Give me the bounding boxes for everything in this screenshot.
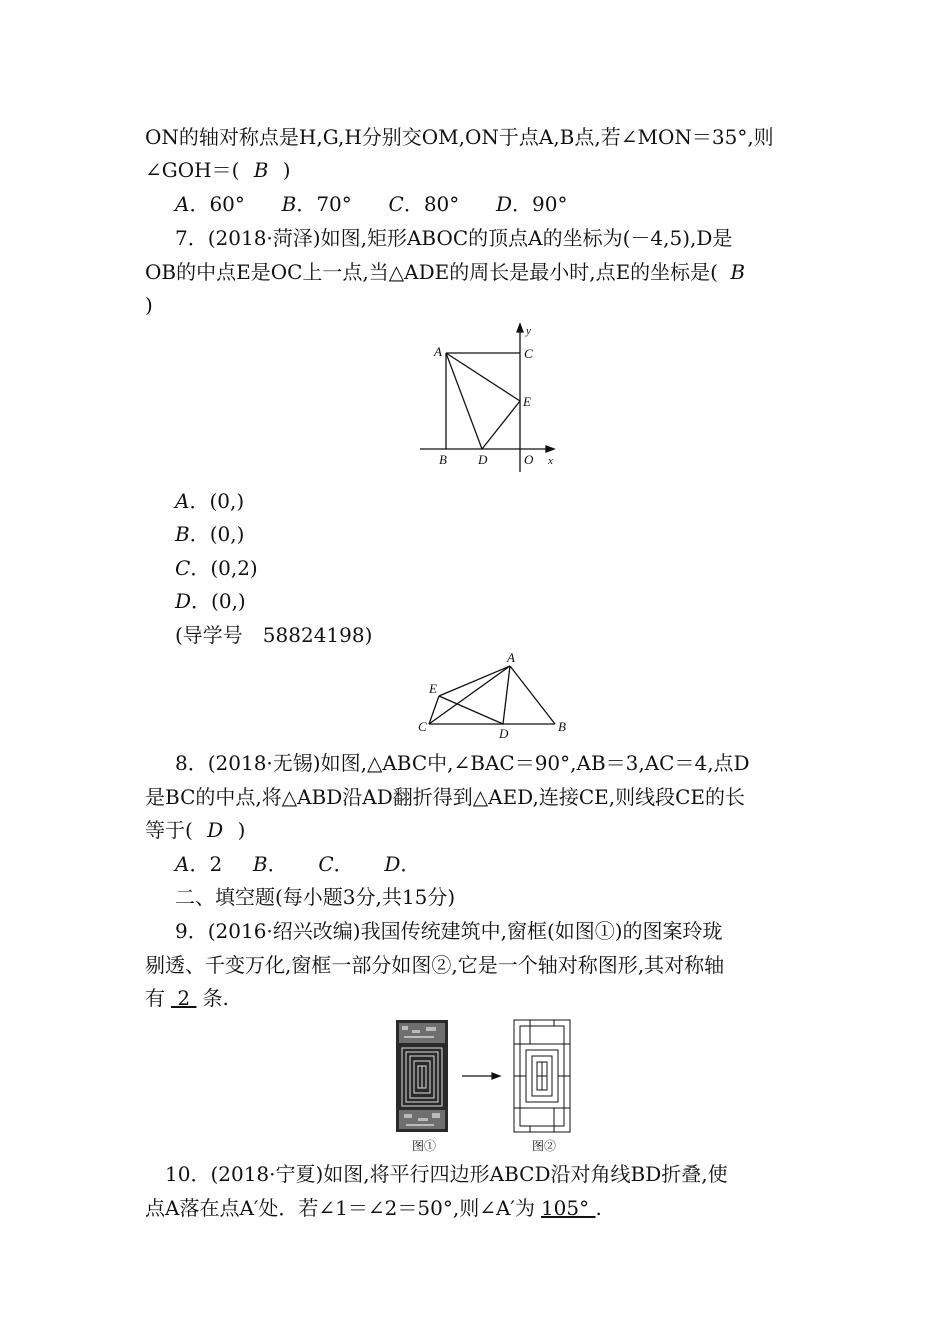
q9-stem-end: 条. <box>202 986 229 1010</box>
q8-option-a-text: 2 <box>209 852 223 876</box>
q8-figure <box>415 650 575 740</box>
q6-text-line2 <box>145 157 291 183</box>
q6-option-d-letter: D <box>495 192 513 216</box>
q8-answer: D <box>207 818 224 842</box>
q6-options: A．60° B．70° C．80° D．90° <box>175 192 568 216</box>
q7-label-a: A <box>434 344 442 359</box>
q9-figures <box>390 1018 590 1153</box>
q9-fig2-caption: 图② <box>532 1139 557 1153</box>
q8-text-line3 <box>145 817 245 843</box>
q9-answer-blank: 2 <box>171 986 197 1010</box>
q8-label-e: E <box>429 681 437 696</box>
q7-option-c-text: (0,2) <box>210 556 258 580</box>
q8-option-b-letter: B <box>252 852 268 876</box>
q6-option-a-letter: A <box>175 192 190 216</box>
q6-option-b-letter: B <box>281 192 297 216</box>
arrow-icon <box>462 1073 500 1079</box>
q10-text-line1: 10．(2018·宁夏)如图,将平行四边形ABCD沿对角线BD折叠,使 <box>165 1162 728 1186</box>
q8-option-a-letter: A <box>175 852 190 876</box>
q10-text-line2 <box>145 1195 602 1221</box>
q7-option-d: D．(0,) <box>175 589 246 613</box>
q7-answer: B <box>730 260 746 284</box>
q10-answer-blank: 105° <box>540 1196 596 1220</box>
q7-label-o: O <box>524 452 534 467</box>
q8-label-d: D <box>499 726 509 740</box>
q7-option-a: A．(0,) <box>175 489 245 513</box>
q10-stem-end: . <box>595 1196 602 1220</box>
q7-option-a-text: (0,) <box>209 489 245 513</box>
q6-option-d-text: 90° <box>532 192 568 216</box>
q7-label-x: x <box>548 455 553 467</box>
q9-text-line3 <box>145 985 229 1011</box>
q8-label-c: C <box>418 719 427 734</box>
q7-option-a-letter: A <box>175 489 190 513</box>
q6-stem-end: ∠GOH＝( <box>145 158 240 182</box>
q9-stem: 有 <box>145 986 165 1010</box>
q8-label-a: A <box>507 650 515 665</box>
q6-text-line1: ON的轴对称点是H,G,H分别交OM,ON于点A,B点,若∠MON＝35°,则 <box>145 125 774 149</box>
q6-option-b-text: 70° <box>316 192 352 216</box>
q9-text-line2: 剔透、千变万化,窗框一部分如图②,它是一个轴对称图形,其对称轴 <box>145 953 725 977</box>
section-heading: 二、填空题(每小题3分,共15分) <box>175 885 456 909</box>
q7-guide-number: (导学号 58824198) <box>175 623 373 647</box>
q10-stem: 点A落在点A′处．若∠1＝∠2＝50°,则∠A′为 <box>145 1196 535 1220</box>
q8-close-paren: ) <box>237 818 246 842</box>
q8-options: A．2 B． C． D． <box>175 852 421 876</box>
window-photo <box>396 1020 448 1132</box>
q7-label-d: D <box>478 452 488 467</box>
q7-close-paren: ) <box>145 293 153 317</box>
q7-option-b-letter: B <box>175 522 190 546</box>
q6-option-c-letter: C <box>388 192 404 216</box>
q9-text-line1: 9．(2016·绍兴改编)我国传统建筑中,窗框(如图①)的图案玲珑 <box>175 919 723 943</box>
x-axis-arrow <box>546 446 554 452</box>
q7-label-c: C <box>524 346 533 361</box>
q6-answer: B <box>253 158 269 182</box>
q8-label-b: B <box>558 719 566 734</box>
q7-option-c: C．(0,2) <box>175 556 258 580</box>
y-axis-arrow <box>517 324 523 332</box>
q6-close-paren: ) <box>282 158 291 182</box>
q6-option-a-text: 60° <box>209 192 245 216</box>
q9-fig1-caption: 图① <box>412 1139 437 1153</box>
q6-option-c-text: 80° <box>423 192 460 216</box>
q7-option-b-text: (0,) <box>209 522 245 546</box>
q7-label-b: B <box>439 452 447 467</box>
q8-option-c-letter: C <box>318 852 334 876</box>
q8-option-d-letter: D <box>384 852 401 876</box>
q7-option-b: B．(0,) <box>175 522 245 546</box>
q8-stem-end: 等于( <box>145 818 193 842</box>
q7-text-line1: 7．(2018·菏泽)如图,矩形ABOC的顶点A的坐标为(－4,5),D是 <box>175 226 733 250</box>
q7-stem: OB的中点E是OC上一点,当△ADE的周长是最小时,点E的坐标是( <box>145 260 718 284</box>
window-diagram <box>514 1020 570 1132</box>
q8-text-line2: 是BC的中点,将△ABD沿AD翻折得到△AED,连接CE,则线段CE的长 <box>145 785 746 809</box>
q8-text-line1: 8．(2018·无锡)如图,△ABC中,∠BAC＝90°,AB＝3,AC＝4,点D <box>175 751 750 775</box>
q7-option-c-letter: C <box>175 556 191 580</box>
q7-option-d-letter: D <box>175 589 192 613</box>
q7-figure <box>420 322 560 472</box>
q7-text-line2 <box>145 259 745 285</box>
q7-label-y: y <box>526 325 531 337</box>
q7-label-e: E <box>523 394 531 409</box>
q7-option-d-text: (0,) <box>211 589 246 613</box>
